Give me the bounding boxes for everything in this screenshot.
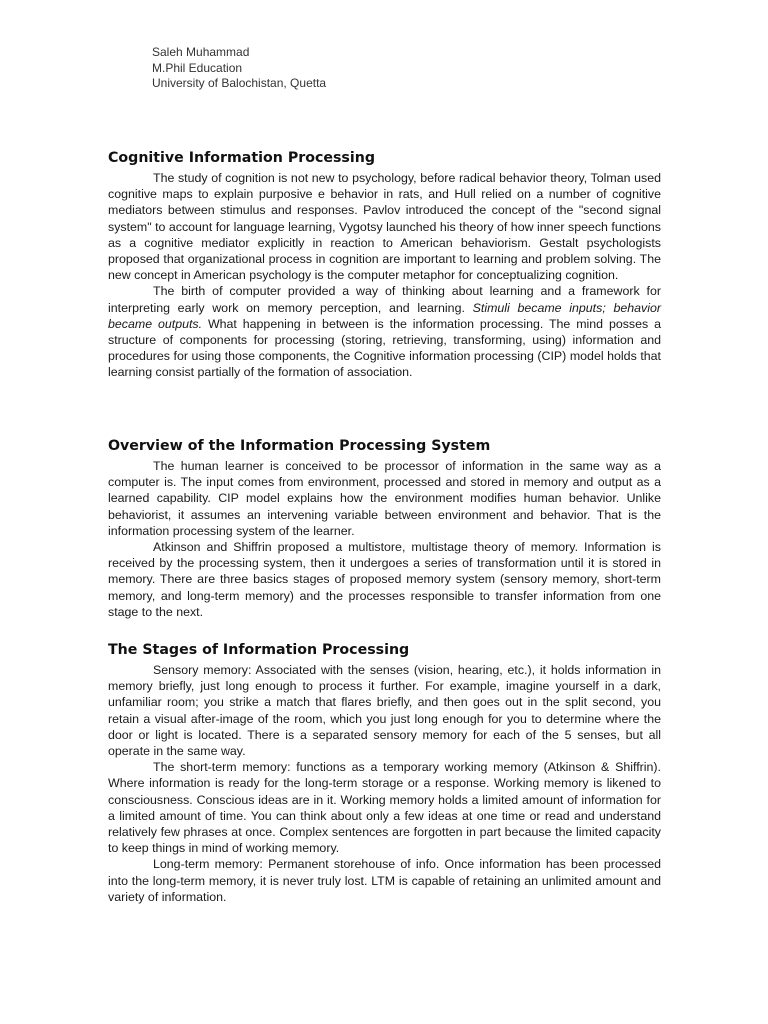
paragraph-text: Atkinson and Shiffrin proposed a multistore, multistage theory of memory. Information is received by the processing system, then it undergoes a series of transformation until it is stored in memory. There are three basics stages of proposed memory system (sensory memory, short-term memory, and long-term memory) and the processes responsible to transfer information from one stage to the next. bbox=[108, 540, 661, 619]
paragraph bbox=[108, 170, 661, 283]
section-cognitive-information-processing bbox=[108, 149, 661, 381]
paragraph bbox=[108, 539, 661, 620]
paragraph bbox=[108, 856, 661, 905]
paragraph bbox=[108, 283, 661, 380]
author-name: Saleh Muhammad bbox=[152, 45, 250, 59]
author-degree: M.Phil Education bbox=[152, 60, 243, 75]
section-overview-information-processing-system bbox=[108, 437, 661, 620]
paragraph-text: Long-term memory: Permanent storehouse of info. Once information has been processed into the long-term memory, it is never truly lost. LTM is capable of retaining an unlimited amount and variety of information. bbox=[108, 857, 661, 904]
section-stages-information-processing bbox=[108, 641, 661, 905]
section-heading: The Stages of Information Processing bbox=[108, 642, 410, 658]
paragraph-text: What happening in between is the information processing. The mind posses a structure of components for processing (storing, retrieving, transforming, using) information and procedures for using those components, the Cognitive information processing (CIP) model holds that learning consist partially of the formation of association. bbox=[108, 316, 661, 380]
italic-phrase: Stimuli became inputs; behavior became outputs. bbox=[108, 300, 661, 331]
section-heading: Overview of the Information Processing System bbox=[108, 438, 491, 454]
paragraph-text: The study of cognition is not new to psychology, before radical behavior theory, Tolman used cognitive maps to explain purposive e behavior in rats, and Hull relied on a number of cognitive mediators between stimulus and responses. Pavlov introduced the concept of the "second signal system" to account for language learning, Vygotsy launched his theory of how inner speech functions as a cognitive mediator explicitly in reaction to American behaviorism. Gestalt psychologists proposed that organizational process in cognition are important to learning and problem solving. The new concept in American psychology is the computer metaphor for conceptualizing cognition. bbox=[108, 171, 661, 283]
paragraph-text: Sensory memory: Associated with the senses (vision, hearing, etc.), it holds information in memory briefly, just long enough to process it further. For example, imagine yourself in a dark, unfamiliar room; you strike a match that flares briefly, and then goes out in the split second, you retain a visual after-image of the room, which you just long enough for you to determine where the door or light is located. There is a separated sensory memory for each of the 5 senses, but all operate in the same way. bbox=[108, 663, 661, 759]
paragraph-text: The birth of computer provided a way of thinking about learning and a framework for interpreting early work on memory perception, and learning. bbox=[108, 284, 661, 315]
section-heading: Cognitive Information Processing bbox=[108, 150, 375, 166]
paragraph bbox=[108, 662, 661, 759]
paragraph bbox=[108, 458, 661, 539]
author-institution: University of Balochistan, Quetta bbox=[152, 76, 327, 90]
paragraph-text: The human learner is conceived to be processor of information in the same way as a computer is. The input comes from environment, processed and stored in memory and output as a learned capability. CIP model explains how the environment modifies human behavior. Unlike behaviorist, it assumes an intervening variable between environment and behavior. That is the information processing system of the learner. bbox=[108, 459, 661, 538]
paragraph-text: The short-term memory: functions as a temporary working memory (Atkinson & Shiffrin). Where information is ready for the long-term storage or a response. Working memory is likened to consciousness. Conscious ideas are in it. Working memory holds a limited amount of information for a limited amount of time. You can think about only a few ideas at one time or read and understand relatively few phrases at once. Complex sentences are forgotten in part because the limited capacity to keep things in mind of working memory. bbox=[108, 760, 661, 856]
paragraph bbox=[108, 759, 661, 856]
author-block bbox=[152, 45, 326, 92]
